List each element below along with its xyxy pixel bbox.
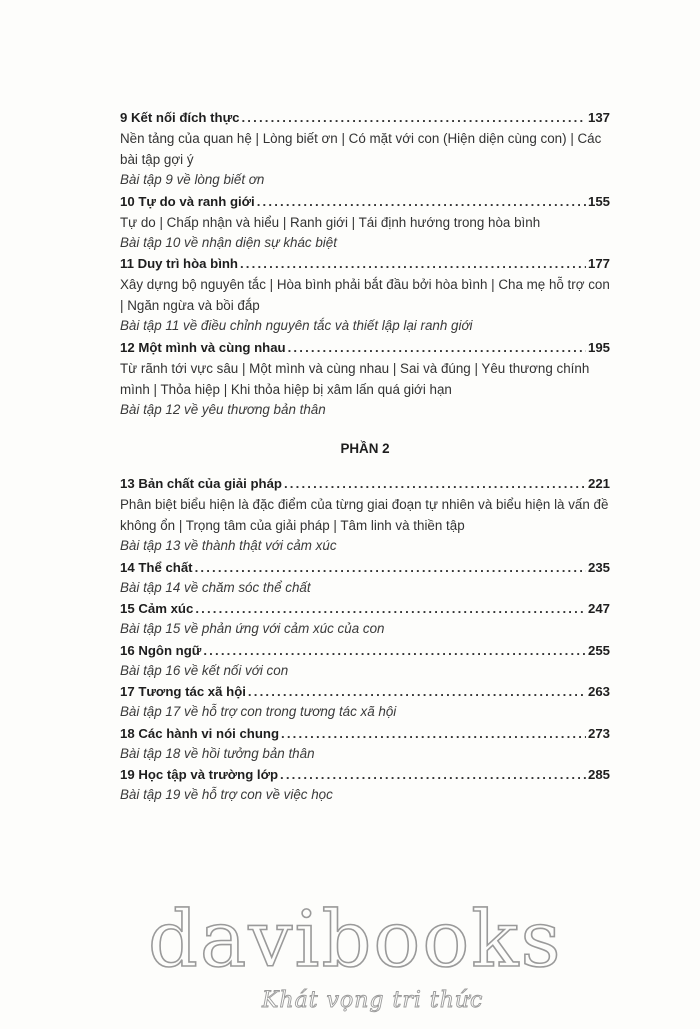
chapter-subtopics: Phân biệt biểu hiện là đặc điểm của từng giai đoạn tự nhiên và biểu hiện là vấn đề không ổn | Trọng tâm của giải pháp | Tâm linh và thiền tập [120,497,609,533]
dot-leader [288,337,586,358]
page-number: 263 [587,684,610,699]
toc-entry [120,681,610,723]
page-number: 255 [587,642,610,658]
dot-leader [195,598,586,619]
toc-entry-heading [120,598,610,619]
chapter-exercise: Bài tập 13 về thành thật với cảm xúc [120,538,337,553]
chapter-title: 10 Tự do và ranh giới [120,193,255,209]
toc-entry [120,723,610,765]
chapter-exercise: Bài tập 12 về yêu thương bản thân [120,401,326,417]
dot-leader [284,473,586,494]
chapter-exercise: Bài tập 19 về hỗ trợ con về việc học [120,787,333,802]
toc-entry-heading [120,107,610,128]
chapter-title: 15 Cảm xúc [120,601,194,616]
toc-entry-heading [120,337,610,358]
chapter-title: 17 Tương tác xã hội [120,684,246,699]
toc-entry-heading [120,640,610,661]
toc-entry-heading [120,723,610,744]
table-of-contents [120,107,610,806]
chapter-title: 11 Duy trì hòa bình [120,256,238,271]
toc-entry [120,107,610,191]
chapter-title: 14 Thể chất [120,559,193,575]
toc-entry-heading [120,764,610,785]
page-number: 177 [587,256,610,271]
toc-entry [120,557,610,599]
toc-entry [120,337,610,421]
toc-entry [120,764,610,806]
dot-leader [257,191,586,212]
watermark-brand: davibooks [148,895,563,985]
toc-entry-heading [120,557,610,578]
toc-entry [120,473,610,557]
page-number: 273 [587,725,610,741]
watermark-tagline: Khát vọng tri thức [262,988,484,1013]
chapter-subtopics: Tự do | Chấp nhận và hiểu | Ranh giới | Tái định hướng trong hòa bình [120,214,541,230]
chapter-title: 16 Ngôn ngữ [120,642,202,658]
toc-entry [120,253,610,337]
chapter-exercise: Bài tập 14 về chăm sóc thể chất [120,579,311,595]
toc-entry-heading [120,191,610,212]
dot-leader [248,681,586,702]
chapter-exercise: Bài tập 11 về điều chỉnh nguyên tắc và thiết lập lại ranh giới [120,318,473,333]
part-2-list [120,473,610,806]
page-number: 285 [587,767,610,782]
page-number: 155 [587,193,610,209]
chapter-exercise: Bài tập 10 về nhận diện sự khác biệt [120,234,337,250]
dot-leader [241,107,586,128]
toc-entry-heading [120,473,610,494]
chapter-exercise: Bài tập 18 về hồi tưởng bản thân [120,745,315,761]
chapter-exercise: Bài tập 9 về lòng biết ơn [120,172,265,187]
toc-entry [120,598,610,640]
toc-entry-heading [120,681,610,702]
chapter-exercise: Bài tập 17 về hỗ trợ con trong tương tác xã hội [120,704,397,719]
dot-leader [195,557,586,578]
toc-entry-heading [120,253,610,274]
chapter-exercise: Bài tập 16 về kết nối với con [120,662,289,678]
dot-leader [203,640,586,661]
chapter-subtopics: Xây dựng bộ nguyên tắc | Hòa bình phải bắt đầu bởi hòa bình | Cha mẹ hỗ trợ con | Ngăn ngừa và bồi đắp [120,277,610,313]
dot-leader [281,723,586,744]
page-number: 247 [587,601,610,616]
chapter-exercise: Bài tập 15 về phản ứng với cảm xúc của con [120,621,385,636]
page-number: 221 [587,476,610,491]
page-number: 235 [587,559,610,575]
toc-entry [120,640,610,682]
dot-leader [280,764,586,785]
chapter-title: 19 Học tập và trường lớp [120,767,279,782]
dot-leader [240,253,586,274]
chapter-title: 9 Kết nối đích thực [120,110,240,125]
chapter-title: 13 Bản chất của giải pháp [120,476,282,491]
page-number: 195 [587,339,610,355]
part-1-list [120,107,610,420]
chapter-title: 12 Một mình và cùng nhau [120,339,286,355]
chapter-subtopics: Từ rãnh tới vực sâu | Một mình và cùng nhau | Sai và đúng | Yêu thương chính mình | Thỏa hiệp | Khi thỏa hiệp bị xâm lấn quá giới hạn [120,360,590,397]
chapter-title: 18 Các hành vi nói chung [120,725,280,741]
part-2-title: PHẦN 2 [340,441,390,456]
toc-entry [120,191,610,254]
page-number: 137 [587,110,610,125]
chapter-subtopics: Nền tảng của quan hệ | Lòng biết ơn | Có mặt với con (Hiện diện cùng con) | Các bài tập gợi ý [120,131,602,167]
